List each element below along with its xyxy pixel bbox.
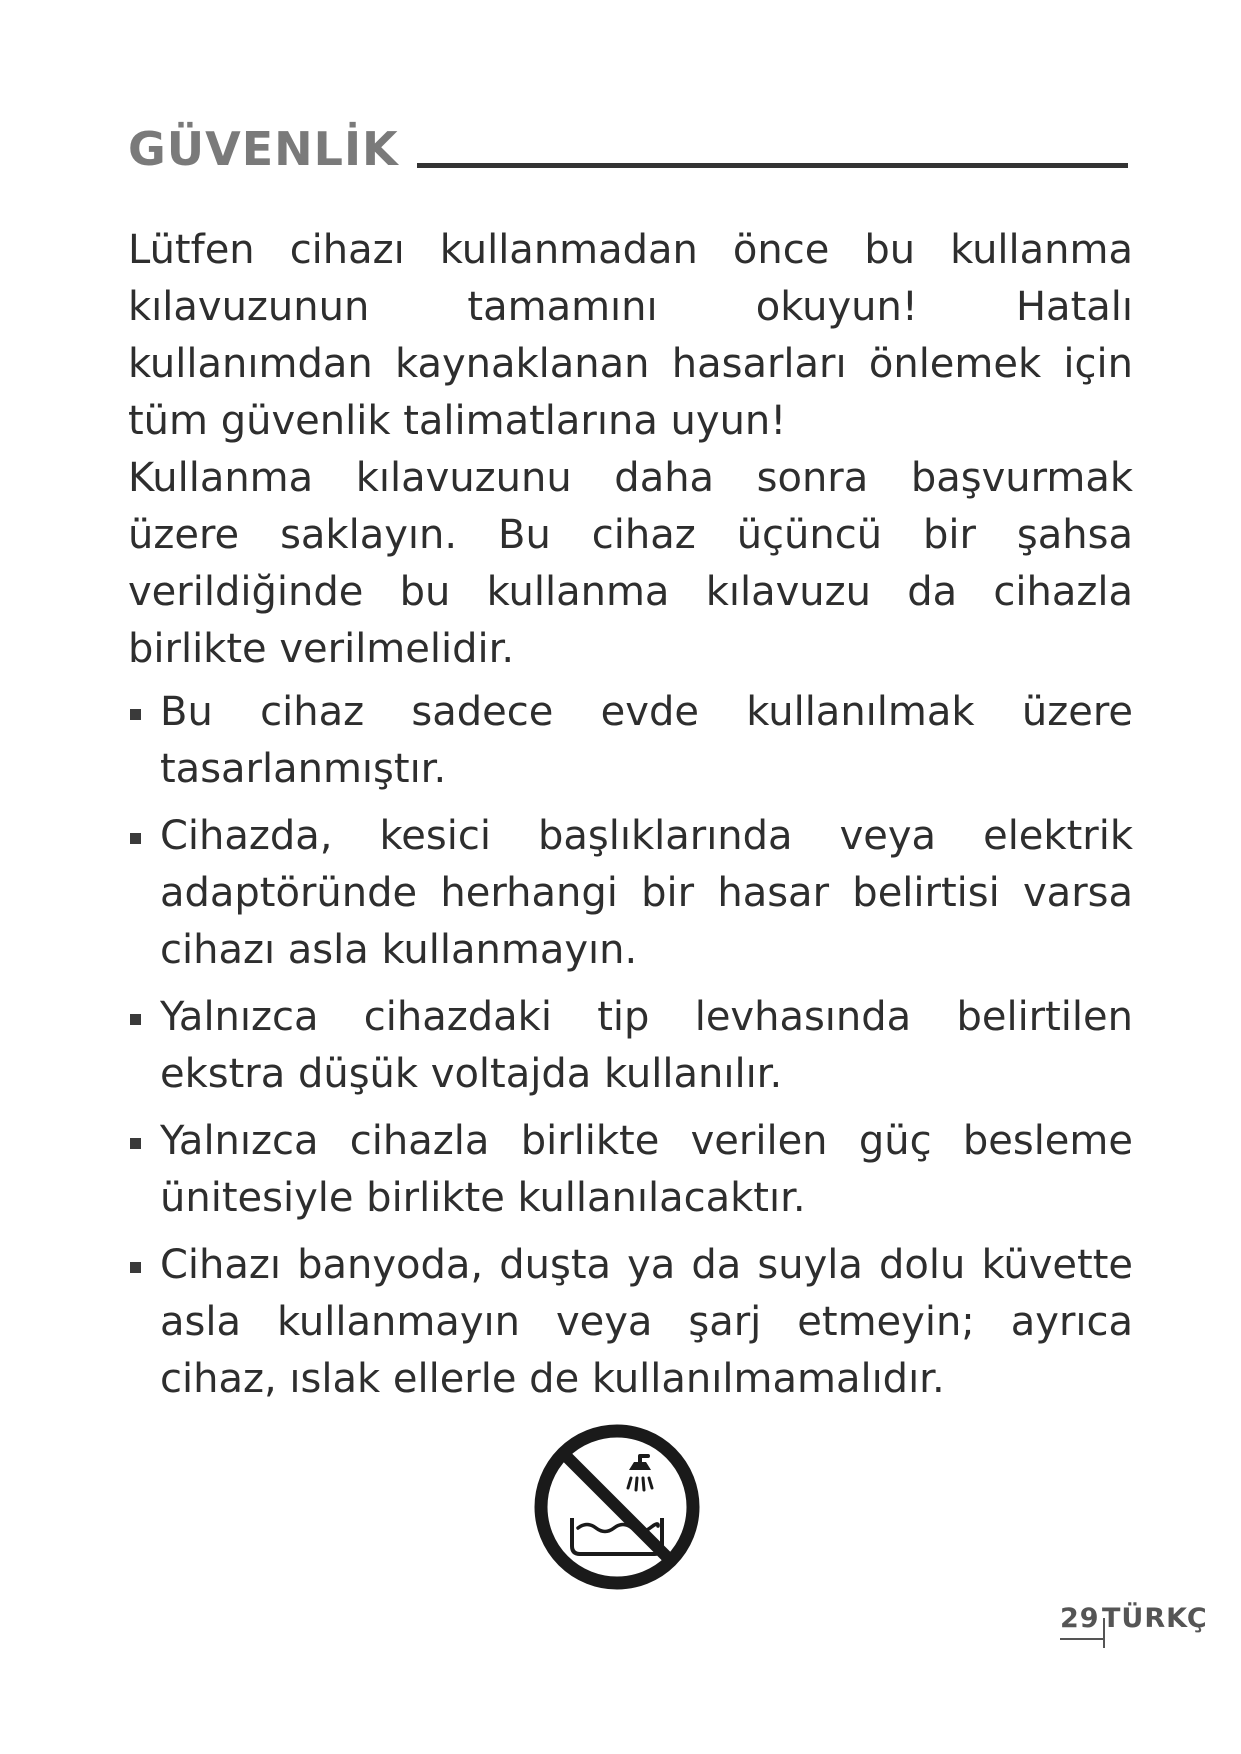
safety-bullet-list — [128, 684, 1133, 1408]
safety-bullet-item — [128, 1237, 1133, 1408]
square-bullet-icon — [130, 833, 141, 844]
square-bullet-icon — [130, 709, 141, 720]
intro-paragraph-read-manual: Lütfen cihazı kullanmadan önce bu kullanma kılavuzunun tamamını okuyun! Hatalı kullanımdan kaynaklanan hasarları önlemek için tüm güvenlik talimatlarına uyun! — [128, 227, 1133, 444]
square-bullet-icon — [130, 1262, 141, 1273]
page-footer — [1060, 1604, 1240, 1654]
safety-bullet-text: Cihazda, kesici başlıklarında veya elektrik adaptöründe herhangi bir hasar belirtisi varsa cihazı asla kullanmayın. — [160, 813, 1133, 973]
section-title: GÜVENLİK — [128, 122, 399, 176]
page-language-label: TÜRKÇ — [1102, 1603, 1208, 1634]
square-bullet-icon — [130, 1014, 141, 1025]
no-bath-shower-icon — [532, 1422, 702, 1592]
section-header — [128, 102, 1128, 176]
safety-bullet-item — [128, 684, 1133, 798]
section-title-rule — [417, 163, 1128, 168]
no-bath-shower-icon-graphic — [532, 1422, 702, 1592]
page-number: 29 — [1060, 1603, 1100, 1634]
safety-bullet-text: Yalnızca cihazla birlikte verilen güç besleme ünitesiyle birlikte kullanılacaktır. — [160, 1118, 1133, 1221]
safety-bullet-item — [128, 808, 1133, 979]
square-bullet-icon — [130, 1138, 141, 1149]
safety-bullet-text: Yalnızca cihazdaki tip levhasında belirtilen ekstra düşük voltajda kullanılır. — [160, 994, 1133, 1097]
safety-bullet-text: Cihazı banyoda, duşta ya da suyla dolu küvette asla kullanmayın veya şarj etmeyin; ayrıca cihaz, ıslak ellerle de kullanılmamalıdır. — [160, 1242, 1133, 1402]
footer-divider-horizontal — [1060, 1638, 1104, 1640]
safety-bullet-text: Bu cihaz sadece evde kullanılmak üzere tasarlanmıştır. — [160, 689, 1133, 792]
intro-paragraph-keep-manual: Kullanma kılavuzunu daha sonra başvurmak üzere saklayın. Bu cihaz üçüncü bir şahsa verildiğinde bu kullanma kılavuzu da cihazla birlikte verilmelidir. — [128, 455, 1133, 672]
safety-bullet-item — [128, 1113, 1133, 1227]
safety-content — [128, 222, 1133, 1418]
safety-bullet-item — [128, 989, 1133, 1103]
